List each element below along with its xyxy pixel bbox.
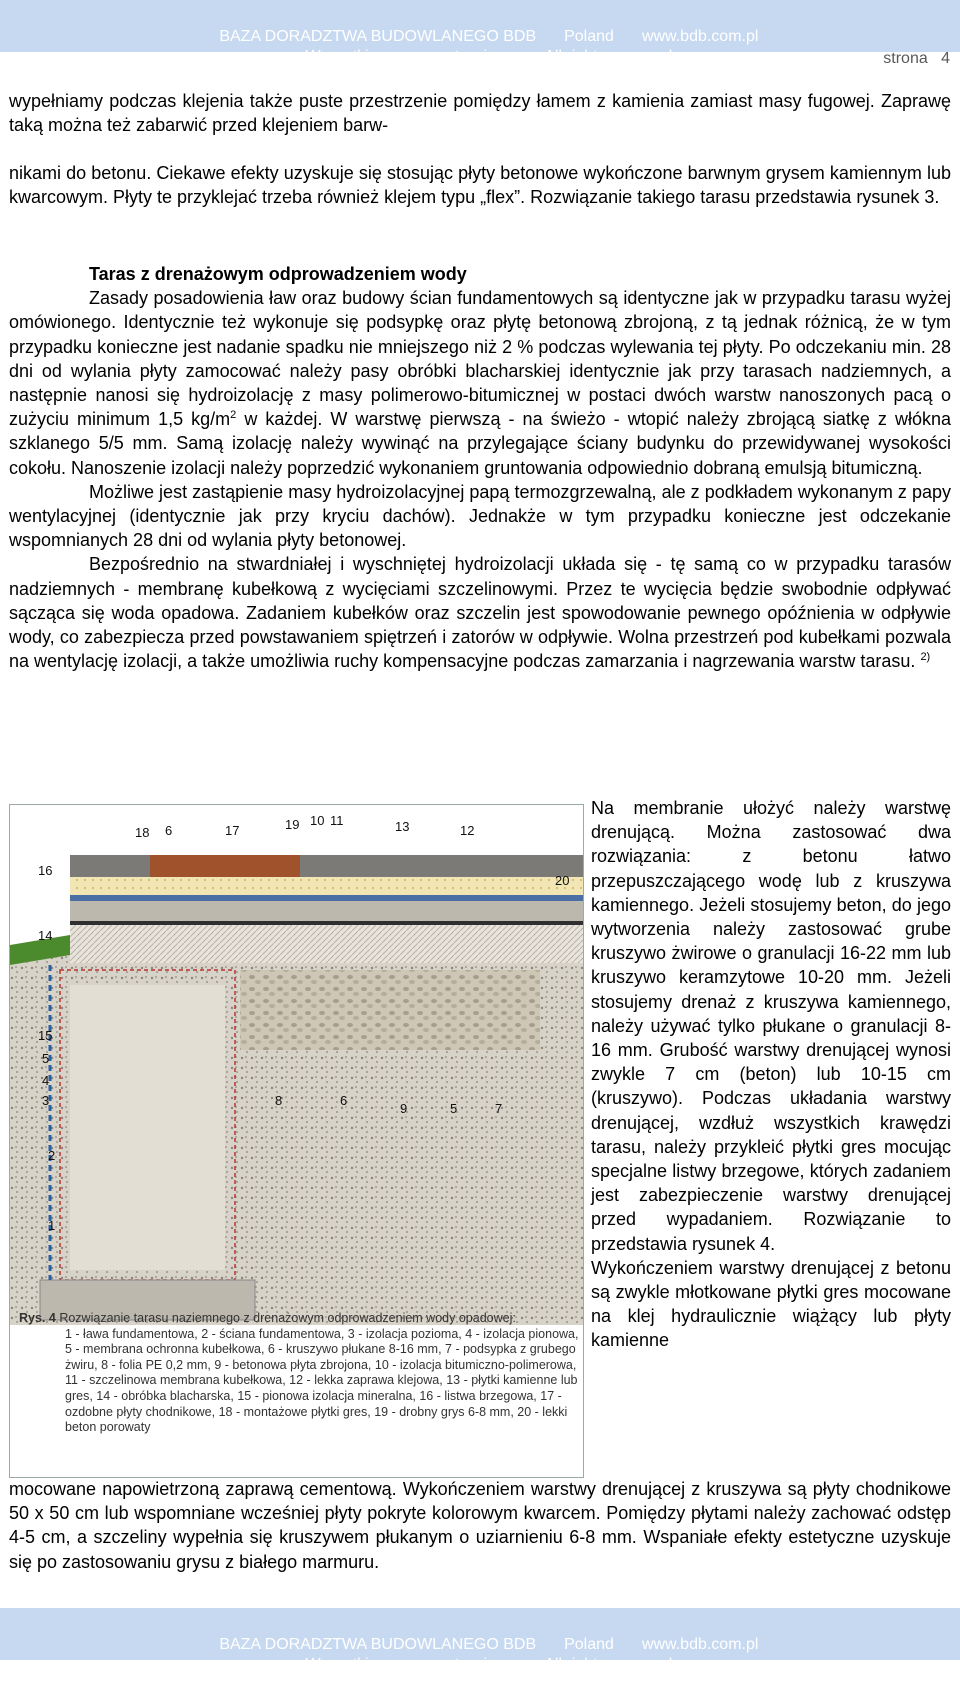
fig-num-3: 3 xyxy=(42,1093,50,1108)
section-paragraph-3 xyxy=(9,552,951,673)
fig-num-13: 13 xyxy=(395,819,410,834)
side-column-text xyxy=(591,796,951,1353)
gravel-bed xyxy=(70,925,583,963)
intro-paragraph-1: wypełniamy podczas klejenia także puste przestrzenie pomiędzy łamem z kamienia zamiast masy fugowej. Zaprawę taką można też zabarwić przed klejeniem barw- xyxy=(9,91,951,136)
paving-slabs xyxy=(70,855,583,877)
header-country: Poland xyxy=(564,28,614,45)
fig-num-7: 7 xyxy=(495,1101,503,1116)
fig-num-18: 18 xyxy=(135,825,150,840)
concrete-slab xyxy=(70,901,583,921)
fig-num-5: 5 xyxy=(42,1051,50,1066)
section-heading: Taras z drenażowym odprowadzeniem wody xyxy=(89,264,467,284)
fig-num-2: 2 xyxy=(48,1148,56,1163)
header-rights-en: All rights reserved xyxy=(544,48,673,65)
bottom-paragraph: mocowane napowietrzoną zaprawą cementową. Wykończeniem warstwy drenującej z kruszywa są płyty chodnikowe 50 x 50 cm lub wspomniane wcześniej płyty pokryte kolorowym kwarcem. Pomiędzy płytami należy zachować odstęp 4-5 cm, a szczeliny wypełnia się kruszywem płukanym o uziarnieniu 6-8 mm. Wspaniałe efekty estetyczne uzyskuje się po zastosowaniu grysu z białego marmuru. xyxy=(9,1479,951,1572)
side-paragraph-2: Wykończeniem warstwy drenującej z betonu są zwykle młotkowane płytki gres mocowane na klej hydraulicznie wiążący lub płyty kamienne xyxy=(591,1257,951,1351)
fig-num-6: 6 xyxy=(165,823,173,838)
superscript-2: 2 xyxy=(230,409,237,422)
section-p3-text: Bezpośrednio na stwardniałej i wyschniętej hydroizolacji układa się - tę samą co w przypadku tarasów nadziemnych - membranę kubełkową z wycięciami szczelinowymi. Przez te wycięcia będzie swobodnie odpływać sącząca się woda opadowa. Zadaniem kubełków oraz szczelin jest spowodowanie pewnego opóźnienia w odpływie wody, co zabezpiecza przed powstawaniem spiętrzeń i zatorów w odpływie. Wolna przestrzeń pod kubełkami pozwala na wentylację izolacji, a także umożliwia ruchy kompensacyjne podczas zamarzania i nagrzewania warstw tarasu. xyxy=(9,554,951,672)
figure-caption xyxy=(19,1311,579,1436)
page-number xyxy=(883,50,950,68)
figure-caption-text: Rozwiązanie tarasu naziemnego z drenażowym odprowadzeniem wody opadowej: xyxy=(59,1311,516,1325)
section-body xyxy=(9,262,951,673)
fig-num-6b: 6 xyxy=(340,1093,348,1108)
fig-num-20: 20 xyxy=(555,873,570,888)
footer-org: BAZA DORADZTWA BUDOWLANEGO BDB xyxy=(219,1636,537,1653)
fig-num-14: 14 xyxy=(38,928,53,943)
figure-rys-4 xyxy=(9,804,584,1478)
header-org: BAZA DORADZTWA BUDOWLANEGO BDB xyxy=(219,28,537,45)
section-p1-part-a: Zasady posadowienia ław oraz budowy ścian fundamentowych są identyczne jak w przypadku tarasu wyżej omówionego. Identycznie też wykonuje się podsypkę oraz płytę betonową zbrojoną, z tą jednak różnicą, że w tym przypadku konieczne jest nadanie spadku nie mniejszego niż 2 % podczas wylewania tej płyty. Po odczekaniu min. 28 dni od wylania płyty zamocować należy pasy obróbki blacharskiej identycznie jak przy tarasach nadziemnych, a następnie nanosi się hydroizolację z masy polimerowo-bitumicznej w postaci dwóch warstw nanoszonych pacą o zużyciu minimum 1,5 kg/m xyxy=(9,288,951,430)
section-paragraph-2: Możliwe jest zastąpienie masy hydroizolacyjnej papą termozgrzewalną, ale z podkładem wykonanym z papy wentylacyjnej (identycznie jak przy kryciu dachów). Jednakże w tym przypadku konieczne jest odczekanie wspomnianych 28 dni od wylania płyty betonowej. xyxy=(9,481,951,551)
fig-num-1: 1 xyxy=(48,1218,56,1233)
drainage-gravel xyxy=(240,970,540,1050)
fig-num-9: 9 xyxy=(400,1101,408,1116)
fig-num-4: 4 xyxy=(42,1073,50,1088)
fig-num-16: 16 xyxy=(38,863,53,878)
bucket-membrane xyxy=(70,895,583,901)
intro-text-2 xyxy=(9,161,951,209)
section-p1-part-b: w każdej. W warstwę pierwszą - na świeżo - wtopić należy zbrojącą siatkę z włókna szklanego 5/5 mm. Samą izolację należy wywinąć na przylegające ściany budynku do przewidywanej wysokości cokołu. Nanoszenie izolacji należy poprzedzić wykonaniem gruntowania odpowiednio dobraną emulsją bitumiczną. xyxy=(9,409,951,478)
fig-num-12: 12 xyxy=(460,823,475,838)
page-number-value: 4 xyxy=(941,50,950,67)
porous-concrete xyxy=(70,877,583,895)
fig-num-8: 8 xyxy=(275,1093,283,1108)
footer-country: Poland xyxy=(564,1636,614,1653)
wall-core xyxy=(70,985,225,1270)
figure-label: Rys. 4 xyxy=(19,1311,56,1325)
header-site[interactable]: www.bdb.com.pl xyxy=(641,28,759,45)
header-line-2 xyxy=(0,27,960,87)
footnote-ref: 2) xyxy=(920,651,931,664)
figure-legend: 1 - ława fundamentowa, 2 - ściana fundamentowa, 3 - izolacja pozioma, 4 - izolacja pionowa, 5 - membrana ochronna kubełkowa, 6 - kruszywo płukane 8-16 mm, 7 - podsypka z grubego żwiru, 8 - folia PE 0,2 mm, 9 - betonowa płyta zbrojona, 10 - izolacja bitumiczno-polimerowa, 11 - szczelinowa membrana kubełkowa, 12 - lekka zaprawa klejowa, 13 - płytki kamienne lub gres, 14 - obróbka blacharska, 15 - pionowa izolacja mineralna, 16 - listwa brzegowa, 17 - ozdobne płyty chodnikowe, 18 - montażowe płytki gres, 19 - drobny grys 6-8 mm, 20 - lekki beton porowaty xyxy=(65,1326,579,1435)
bottom-text xyxy=(9,1477,951,1574)
footer-rights-pl: Wszystkie prawa zastrzeżone xyxy=(305,1656,517,1673)
intro-text xyxy=(9,89,951,137)
bitumen-insulation xyxy=(70,921,583,925)
footer-rights-en: All rights reserved xyxy=(544,1656,673,1673)
fig-num-5b: 5 xyxy=(450,1101,458,1116)
fig-num-17: 17 xyxy=(225,823,240,838)
footer-line-2 xyxy=(0,1635,960,1695)
footer-site[interactable]: www.bdb.com.pl xyxy=(641,1636,759,1653)
intro-paragraph-2: nikami do betonu. Ciekawe efekty uzyskuje się stosując płyty betonowe wykończone barwnym grysem kamiennym lub kwarcowym. Płyty te przyklejać trzeba również klejem typu „flex”. Rozwiązanie takiego tarasu przedstawia rysunek 3. xyxy=(9,163,951,208)
fig-num-10: 10 xyxy=(310,813,325,828)
section-paragraph-1 xyxy=(9,286,951,480)
fig-num-15: 15 xyxy=(38,1028,53,1043)
header-rights-pl: Wszystkie prawa zastrzeżone xyxy=(305,48,517,65)
side-paragraph-1: Na membranie ułożyć należy warstwę drenującą. Można zastosować dwa rozwiązania: z betonu łatwo przepuszczającego wodę lub z kruszywa kamiennego. Jeżeli stosujemy beton, do jego wytworzenia należy zastosować grube kruszywo żwirowe o granulacji 16-22 mm lub kruszywo keramzytowe 10-20 mm. Jeżeli stosujemy drenaż z kruszywa kamiennego, należy używać tylko płukane o granulacji 8-16 mm. Grubość warstwy drenującej wynosi zwykle 7 cm (beton) lub 10-15 cm (kruszywo). Podczas układania warstwy drenującej, wzdłuż wszystkich krawędzi tarasu, należy przykleić płytki gres mocując specjalne listwy brzegowe, których zadaniem jest zabezpieczenie warstwy drenującej przed wypadaniem. Rozwiązanie to przedstawia rysunek 4. xyxy=(591,798,951,1254)
fig-num-19: 19 xyxy=(285,817,300,832)
fig-num-11: 11 xyxy=(330,813,344,828)
page-footer xyxy=(0,1608,960,1673)
brick-tiles xyxy=(150,855,300,877)
page-label: strona xyxy=(883,50,928,67)
